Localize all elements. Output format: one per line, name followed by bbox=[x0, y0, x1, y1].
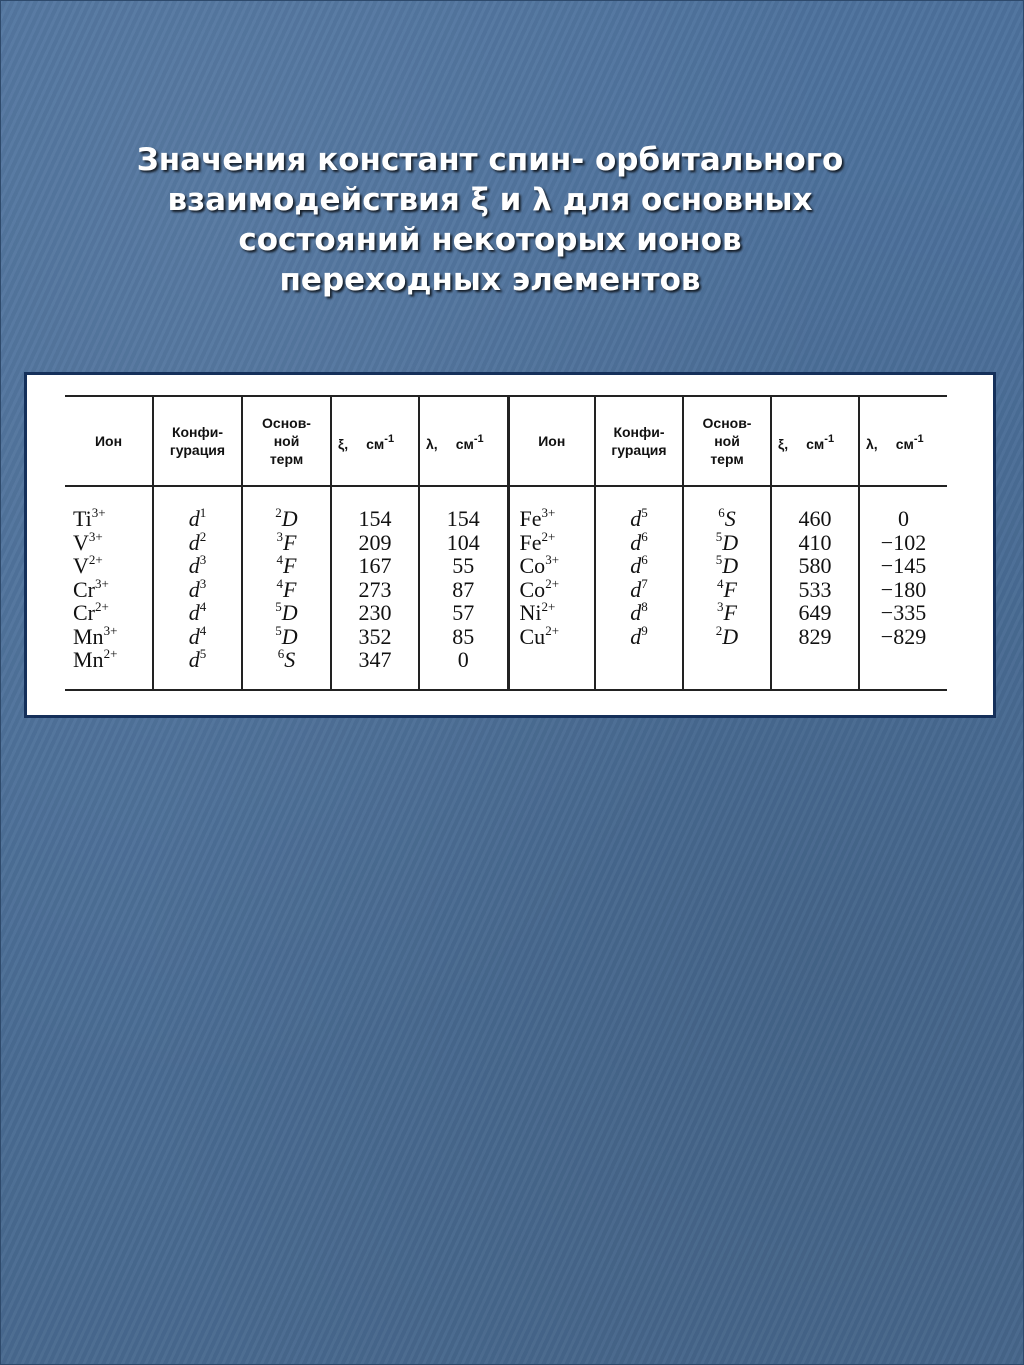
ion-cell: $Ni^{2+}$ bbox=[519, 599, 556, 625]
config-cell: $d^8$ bbox=[630, 599, 648, 625]
xi-cell: 209 bbox=[358, 529, 392, 555]
term-cell: $^6$S bbox=[718, 505, 736, 531]
config-cell: $d^6$ bbox=[630, 528, 648, 555]
xi-cell: 352 bbox=[358, 623, 392, 649]
lambda-cell: 154 bbox=[446, 506, 480, 531]
config-cell: $d^4$ bbox=[188, 622, 207, 649]
xi-cell: 154 bbox=[358, 506, 392, 531]
ion-column-left bbox=[65, 486, 153, 690]
ion-cell: $Co^{2+}$ bbox=[519, 575, 560, 602]
term-cell: $^4$F bbox=[276, 575, 297, 602]
header-term: Основ- ной терм bbox=[683, 396, 771, 486]
config-cell: $d^3$ bbox=[188, 575, 207, 602]
header-lambda: λ, $см^{-1}$ bbox=[419, 396, 508, 486]
xi-column-left bbox=[331, 486, 419, 690]
slide-title bbox=[120, 140, 860, 300]
header-lambda: λ, $см^{-1}$ bbox=[859, 396, 947, 486]
table-body-row bbox=[65, 486, 947, 690]
term-cell: $^5$D bbox=[275, 599, 298, 625]
term-cell: $^4$F bbox=[276, 552, 297, 578]
config-cell: $d^3$ bbox=[188, 552, 207, 578]
lambda-cell: 57 bbox=[452, 600, 475, 625]
xi-cell: 829 bbox=[798, 623, 832, 649]
config-cell: $d^6$ bbox=[630, 552, 648, 578]
header-xi: ξ, $см^{-1}$ bbox=[771, 396, 859, 486]
lambda-cell: 0 bbox=[898, 506, 909, 531]
ion-column-right bbox=[508, 486, 595, 690]
lambda-cell: 55 bbox=[452, 553, 475, 578]
ion-cell: $Fe^{2+}$ bbox=[519, 528, 556, 555]
ion-cell: $Cr^{2+}$ bbox=[73, 599, 109, 625]
term-cell: $^5$D bbox=[715, 552, 739, 578]
config-cell: $d^5$ bbox=[188, 646, 207, 672]
term-cell: $^3$F bbox=[717, 599, 737, 625]
title-line: взаимодействия ξ и λ для основных bbox=[167, 182, 813, 218]
lambda-column-left bbox=[419, 486, 508, 690]
config-cell: $d^2$ bbox=[188, 528, 207, 555]
xi-cell: 167 bbox=[358, 553, 392, 578]
header-ion: Ион bbox=[65, 396, 153, 486]
xi-cell: 460 bbox=[798, 506, 832, 531]
xi-cell: 273 bbox=[358, 576, 392, 602]
term-cell: $^5$D bbox=[275, 622, 298, 649]
xi-cell: 347 bbox=[358, 647, 392, 672]
ion-cell: $Ti^{3+}$ bbox=[73, 505, 106, 531]
term-cell: $^4$F bbox=[717, 575, 737, 602]
lambda-cell: 0 bbox=[457, 647, 469, 672]
header-ion: Ион bbox=[508, 396, 595, 486]
lambda-cell: 87 bbox=[452, 576, 475, 602]
ion-cell: $Mn^{3+}$ bbox=[73, 622, 118, 649]
ion-cell: $Cu^{2+}$ bbox=[519, 622, 560, 649]
term-cell: $^3$F bbox=[276, 528, 297, 555]
term-cell: $^2$D bbox=[275, 505, 298, 531]
spin-orbit-table bbox=[65, 395, 947, 691]
config-cell: $d^4$ bbox=[188, 599, 207, 625]
ion-cell: $V^{2+}$ bbox=[73, 552, 103, 578]
term-cell: $^5$D bbox=[715, 528, 739, 555]
lambda-cell: 104 bbox=[446, 529, 480, 555]
title-line: состояний некоторых ионов bbox=[238, 222, 742, 258]
table-frame bbox=[24, 372, 996, 718]
config-cell: $d^9$ bbox=[630, 622, 648, 649]
table-container bbox=[65, 395, 947, 691]
lambda-cell: −335 bbox=[880, 600, 927, 625]
config-column-right bbox=[595, 486, 683, 690]
lambda-cell: −180 bbox=[880, 576, 927, 602]
header-config: Конфи- гурация bbox=[595, 396, 683, 486]
table-header-row bbox=[65, 396, 947, 486]
ion-cell: $Fe^{3+}$ bbox=[519, 505, 556, 531]
header-xi: ξ, $см^{-1}$ bbox=[331, 396, 419, 486]
term-cell: $^6$S bbox=[277, 646, 296, 672]
config-cell: $d^5$ bbox=[630, 505, 648, 531]
config-cell: $d^7$ bbox=[630, 575, 648, 602]
xi-cell: 230 bbox=[358, 600, 392, 625]
lambda-cell: −829 bbox=[880, 623, 927, 649]
term-cell: $^2$D bbox=[715, 622, 739, 649]
header-config: Конфи- гурация bbox=[153, 396, 242, 486]
title-line: переходных элементов bbox=[279, 262, 701, 298]
xi-cell: 649 bbox=[798, 600, 832, 625]
xi-cell: 410 bbox=[798, 529, 832, 555]
ion-cell: $Co^{3+}$ bbox=[519, 552, 560, 578]
lambda-column-right bbox=[859, 486, 947, 690]
xi-column-right bbox=[771, 486, 859, 690]
lambda-cell: −102 bbox=[880, 529, 927, 555]
ion-cell: $Cr^{3+}$ bbox=[73, 575, 109, 602]
config-column-left bbox=[153, 486, 242, 690]
xi-cell: 580 bbox=[798, 553, 832, 578]
config-cell: $d^1$ bbox=[188, 505, 207, 531]
xi-cell: 533 bbox=[798, 576, 832, 602]
term-column-left bbox=[242, 486, 331, 690]
term-column-right bbox=[683, 486, 771, 690]
ion-cell: $Mn^{2+}$ bbox=[73, 646, 118, 672]
ion-cell: $V^{3+}$ bbox=[73, 528, 103, 555]
lambda-cell: 85 bbox=[452, 623, 475, 649]
lambda-cell: −145 bbox=[880, 553, 927, 578]
title-line: Значения констант спин- орбитального bbox=[136, 142, 844, 178]
header-term: Основ- ной терм bbox=[242, 396, 331, 486]
